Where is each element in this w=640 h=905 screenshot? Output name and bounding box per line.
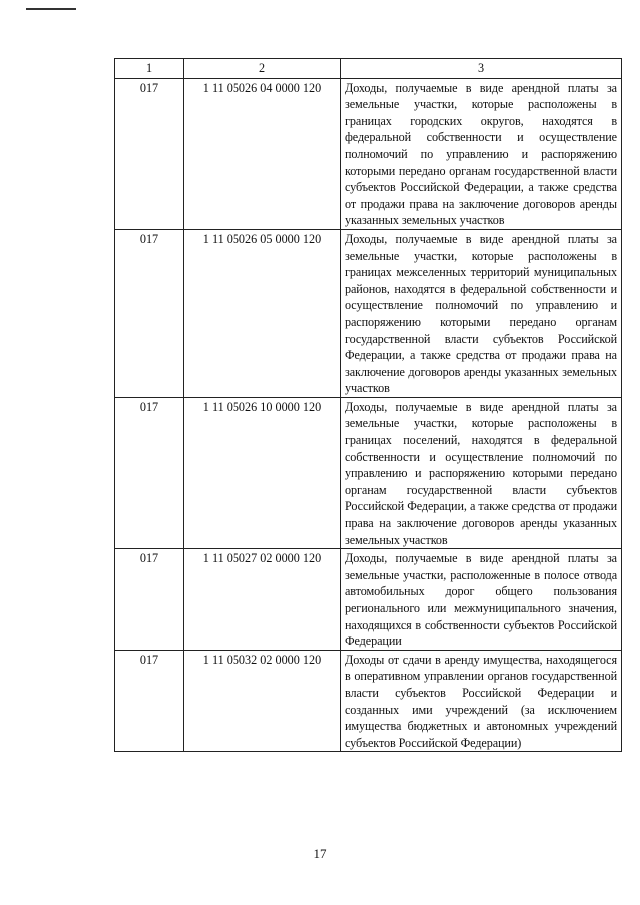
revenue-code-cell: 1 11 05026 05 0000 120: [184, 229, 341, 397]
revenue-codes-table: [114, 58, 622, 752]
table-row: [115, 650, 622, 752]
description-cell: Доходы, получаемые в виде арендной платы за земельные участки, которые расположены в границах межселенных территорий муниципальных районов, находятся в федеральной собственности и осуществление полномочий по управлению и распоряжению которыми передано органам государственной власти субъектов Российской Федерации, а также средства от продажи права на заключение договоров аренды указанных земельных участков: [341, 229, 622, 397]
header-col-3: 3: [341, 59, 622, 79]
table-row: [115, 397, 622, 548]
page-number: 17: [313, 846, 327, 861]
revenue-code-cell: 1 11 05027 02 0000 120: [184, 549, 341, 651]
revenue-code-cell: 1 11 05026 10 0000 120: [184, 397, 341, 548]
table-row: [115, 229, 622, 397]
header-col-2: 2: [184, 59, 341, 79]
table-header-row: [115, 59, 622, 79]
description-cell: Доходы, получаемые в виде арендной платы за земельные участки, расположенные в полосе отвода автомобильных дорог общего пользования регионального или межмуниципального значения, находящихся в собственности субъектов Российской Федерации: [341, 549, 622, 651]
revenue-code-cell: 1 11 05026 04 0000 120: [184, 78, 341, 229]
table-row: [115, 78, 622, 229]
table-row: [115, 549, 622, 651]
description-cell: Доходы от сдачи в аренду имущества, находящегося в оперативном управлении органов государственной власти субъектов Российской Федерации и созданных ими учреждений (за исключением имущества бюджетных и автономных учреждений субъектов Российской Федерации): [341, 650, 622, 752]
admin-code-cell: 017: [115, 397, 184, 548]
admin-code-cell: 017: [115, 229, 184, 397]
admin-code-cell: 017: [115, 650, 184, 752]
description-cell: Доходы, получаемые в виде арендной платы за земельные участки, которые расположены в границах городских округов, находятся в федеральной собственности и осуществление полномочий по управлению и распоряжению которыми передано органам государственной власти субъектов Российской Федерации, а также средства от продажи права на заключение договоров аренды указанных земельных участков: [341, 78, 622, 229]
admin-code-cell: 017: [115, 549, 184, 651]
top-rule: [26, 8, 76, 10]
admin-code-cell: 017: [115, 78, 184, 229]
header-col-1: 1: [115, 59, 184, 79]
description-cell: Доходы, получаемые в виде арендной платы за земельные участки, которые расположены в границах поселений, находятся в федеральной собственности и осуществление полномочий по управлению и распоряжению которыми передано органам государственной власти субъектов Российской Федерации, а также средства от продажи права на заключение договоров аренды указанных земельных участков: [341, 397, 622, 548]
revenue-code-cell: 1 11 05032 02 0000 120: [184, 650, 341, 752]
